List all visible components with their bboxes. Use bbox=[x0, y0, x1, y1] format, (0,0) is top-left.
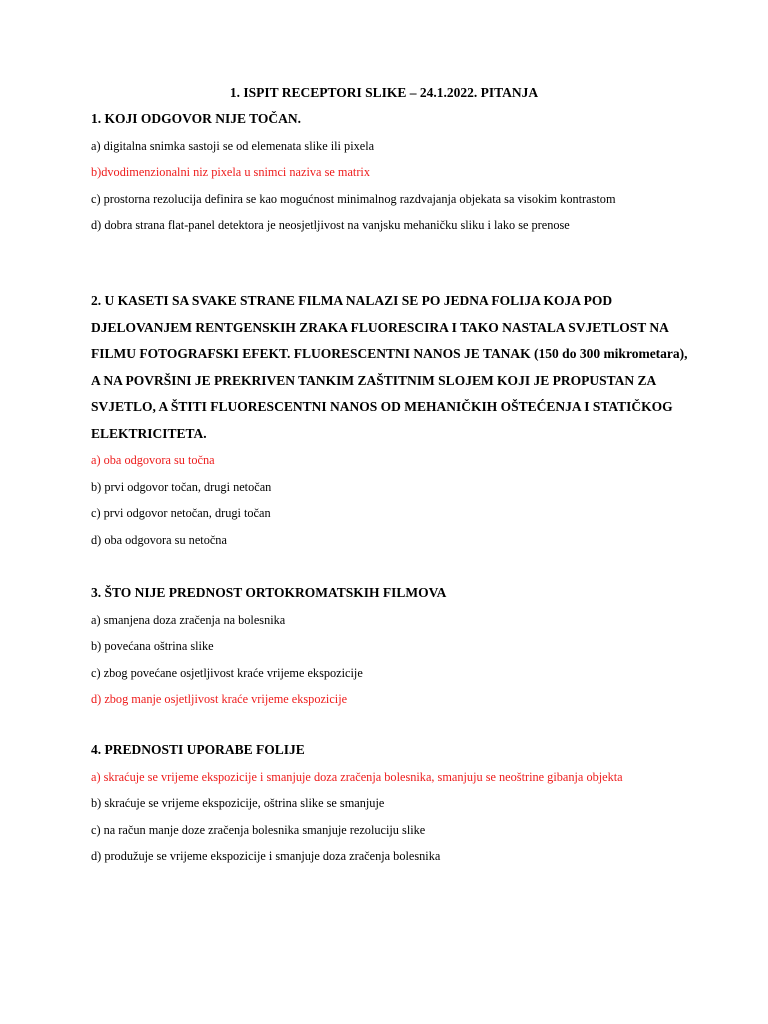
answer-option-a: a) digitalna snimka sastoji se od elemenata slike ili pixela bbox=[91, 138, 375, 153]
answer-option-d: d) produžuje se vrijeme ekspozicije i smanjuje doza zračenja bolesnika bbox=[91, 849, 441, 863]
answer-option-b-correct: b)dvodimenzionalni niz pixela u snimci naziva se matrix bbox=[91, 165, 370, 179]
answer-list bbox=[91, 133, 691, 239]
answer-option-d: d) dobra strana flat-panel detektora je neosjetljivost na vanjsku mehaničku sliku i lako se prenose bbox=[91, 218, 570, 232]
question-3 bbox=[91, 580, 691, 713]
answer-option-c: c) prostorna rezolucija definira se kao mogućnost minimalnog razdvajanja objekata sa visokim kontrastom bbox=[91, 191, 616, 206]
question-text: 1. KOJI ODGOVOR NIJE TOČAN. bbox=[91, 111, 302, 126]
question-text: 3. ŠTO NIJE PREDNOST ORTOKROMATSKIH FILMOVA bbox=[91, 585, 447, 600]
question-1 bbox=[91, 106, 691, 239]
answer-list bbox=[91, 764, 691, 870]
answer-option-a: a) smanjena doza zračenja na bolesnika bbox=[91, 612, 286, 627]
answer-option-c: c) prvi odgovor netočan, drugi točan bbox=[91, 506, 271, 520]
answer-option-b: b) prvi odgovor točan, drugi netočan bbox=[91, 479, 272, 494]
answer-option-c: c) na račun manje doze zračenja bolesnika smanjuje rezoluciju slike bbox=[91, 822, 426, 837]
answer-option-a-correct: a) oba odgovora su točna bbox=[91, 453, 215, 467]
answer-option-c: c) zbog povećane osjetljivost kraće vrijeme ekspozicije bbox=[91, 665, 363, 680]
document-title: 1. ISPIT RECEPTORI SLIKE – 24.1.2022. PITANJA bbox=[229, 85, 539, 100]
answer-list bbox=[91, 447, 691, 553]
answer-option-d: d) oba odgovora su netočna bbox=[91, 532, 227, 547]
question-text: 2. U KASETI SA SVAKE STRANE FILMA NALAZI SE PO JEDNA FOLIJA KOJA POD DJELOVANJEM RENTGENSKIH ZRAKA FLUORESCIRA I TAKO NASTALA SVJETLOST NA FILMU FOTOGRAFSKI EFEKT. FLUORESCENTNI NANOS JE TANAK (150 do 300 mikrometara), A NA POVRŠINI JE PREKRIVEN TANKIM ZAŠTITNIM SLOJEM KOJI JE PROPUSTAN ZA SVJETLO, A ŠTITI FLUORESCENTNI NANOS OD MEHANIČKIH OŠTEĆENJA I STATIČKOG ELEKTRICITETA. bbox=[91, 293, 688, 441]
answer-list bbox=[91, 607, 691, 713]
answer-option-a-correct: a) skraćuje se vrijeme ekspozicije i smanjuje doza zračenja bolesnika, smanjuju se neoštrine gibanja objekta bbox=[91, 769, 623, 784]
question-text: 4. PREDNOSTI UPORABE FOLIJE bbox=[91, 742, 305, 757]
answer-option-b: b) skraćuje se vrijeme ekspozicije, oštrina slike se smanjuje bbox=[91, 796, 385, 810]
answer-option-b: b) povećana oštrina slike bbox=[91, 639, 214, 653]
question-2 bbox=[91, 288, 691, 553]
question-4 bbox=[91, 737, 691, 870]
answer-option-d-correct: d) zbog manje osjetljivost kraće vrijeme ekspozicije bbox=[91, 692, 348, 706]
